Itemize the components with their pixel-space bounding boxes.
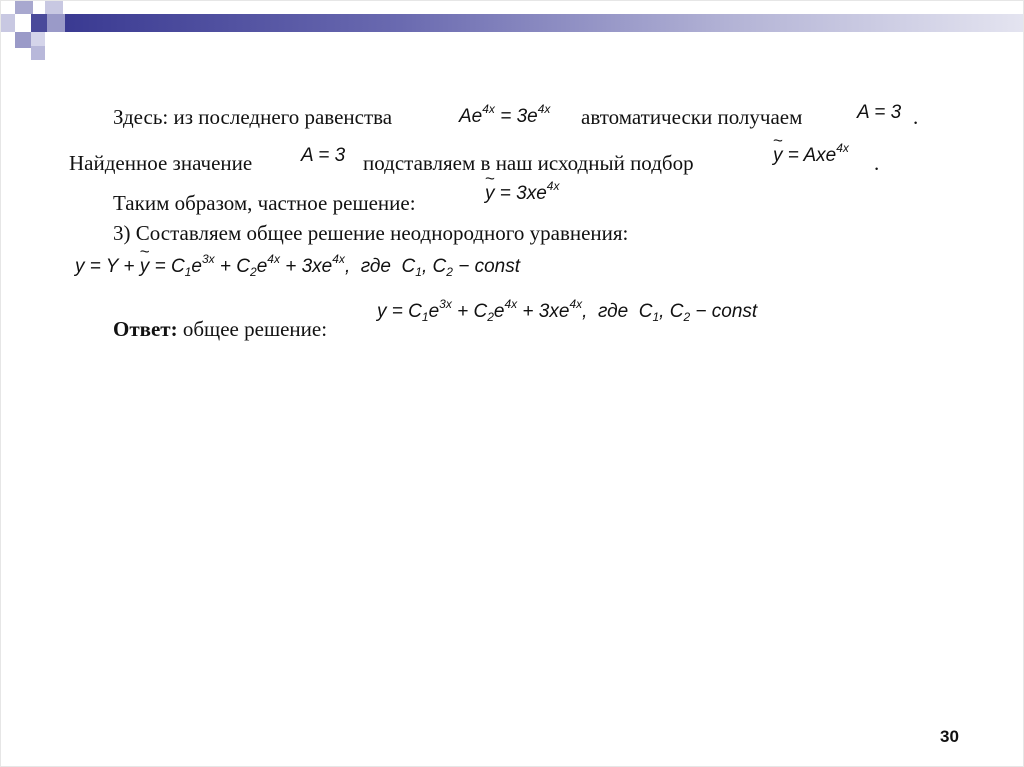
text-line-1a: Здесь: из последнего равенства (113, 105, 393, 129)
formula-general-solution: y = Y + ~ $y = C_1e^{3x} + C_2e^{4x} + 3xe^{4x}$, где $C_1$, $C_2$ − const (75, 252, 520, 279)
deco-square (31, 32, 45, 46)
header-band (65, 14, 1023, 32)
deco-square (47, 14, 65, 32)
answer-text: общее решение: (182, 317, 328, 341)
deco-square (15, 1, 33, 14)
deco-square (31, 46, 45, 60)
formula-ytilde-3xe4x: ~ $y = 3xe^{4x}$ (485, 179, 559, 205)
text-line-2b: подставляем в наш исходный подбор (363, 151, 694, 175)
formula-a-equals-3-second: A = 3 (301, 145, 346, 166)
text-line-4: 3) Составляем общее решение неоднородного уравнения: (113, 221, 629, 245)
formula-ytilde-axe4x: ~ y = Axe$^{4x}$ (773, 141, 849, 167)
answer-label: Ответ: (113, 317, 178, 341)
page-number: 30 (940, 727, 959, 746)
deco-square (31, 14, 47, 32)
text-line-3: Таким образом, частное решение: (113, 191, 416, 215)
deco-square (1, 14, 15, 32)
deco-square (45, 1, 63, 14)
period: . (874, 151, 880, 175)
text-line-2a: Найденное значение (69, 151, 253, 175)
formula-answer: $y = C_1e^{3x} + C_2e^{4x} + 3xe^{4x}$, где $C_1$, $C_2$ − const (377, 297, 758, 324)
answer-line (113, 317, 327, 342)
formula-ae4x: $Ae^{4x} = 3e^{4x}$ (459, 102, 551, 127)
formula-a-equals-3: A = 3 (857, 102, 902, 123)
deco-square (15, 32, 31, 48)
period: . (913, 105, 919, 129)
text-line-1b: автоматически получаем (581, 105, 803, 129)
